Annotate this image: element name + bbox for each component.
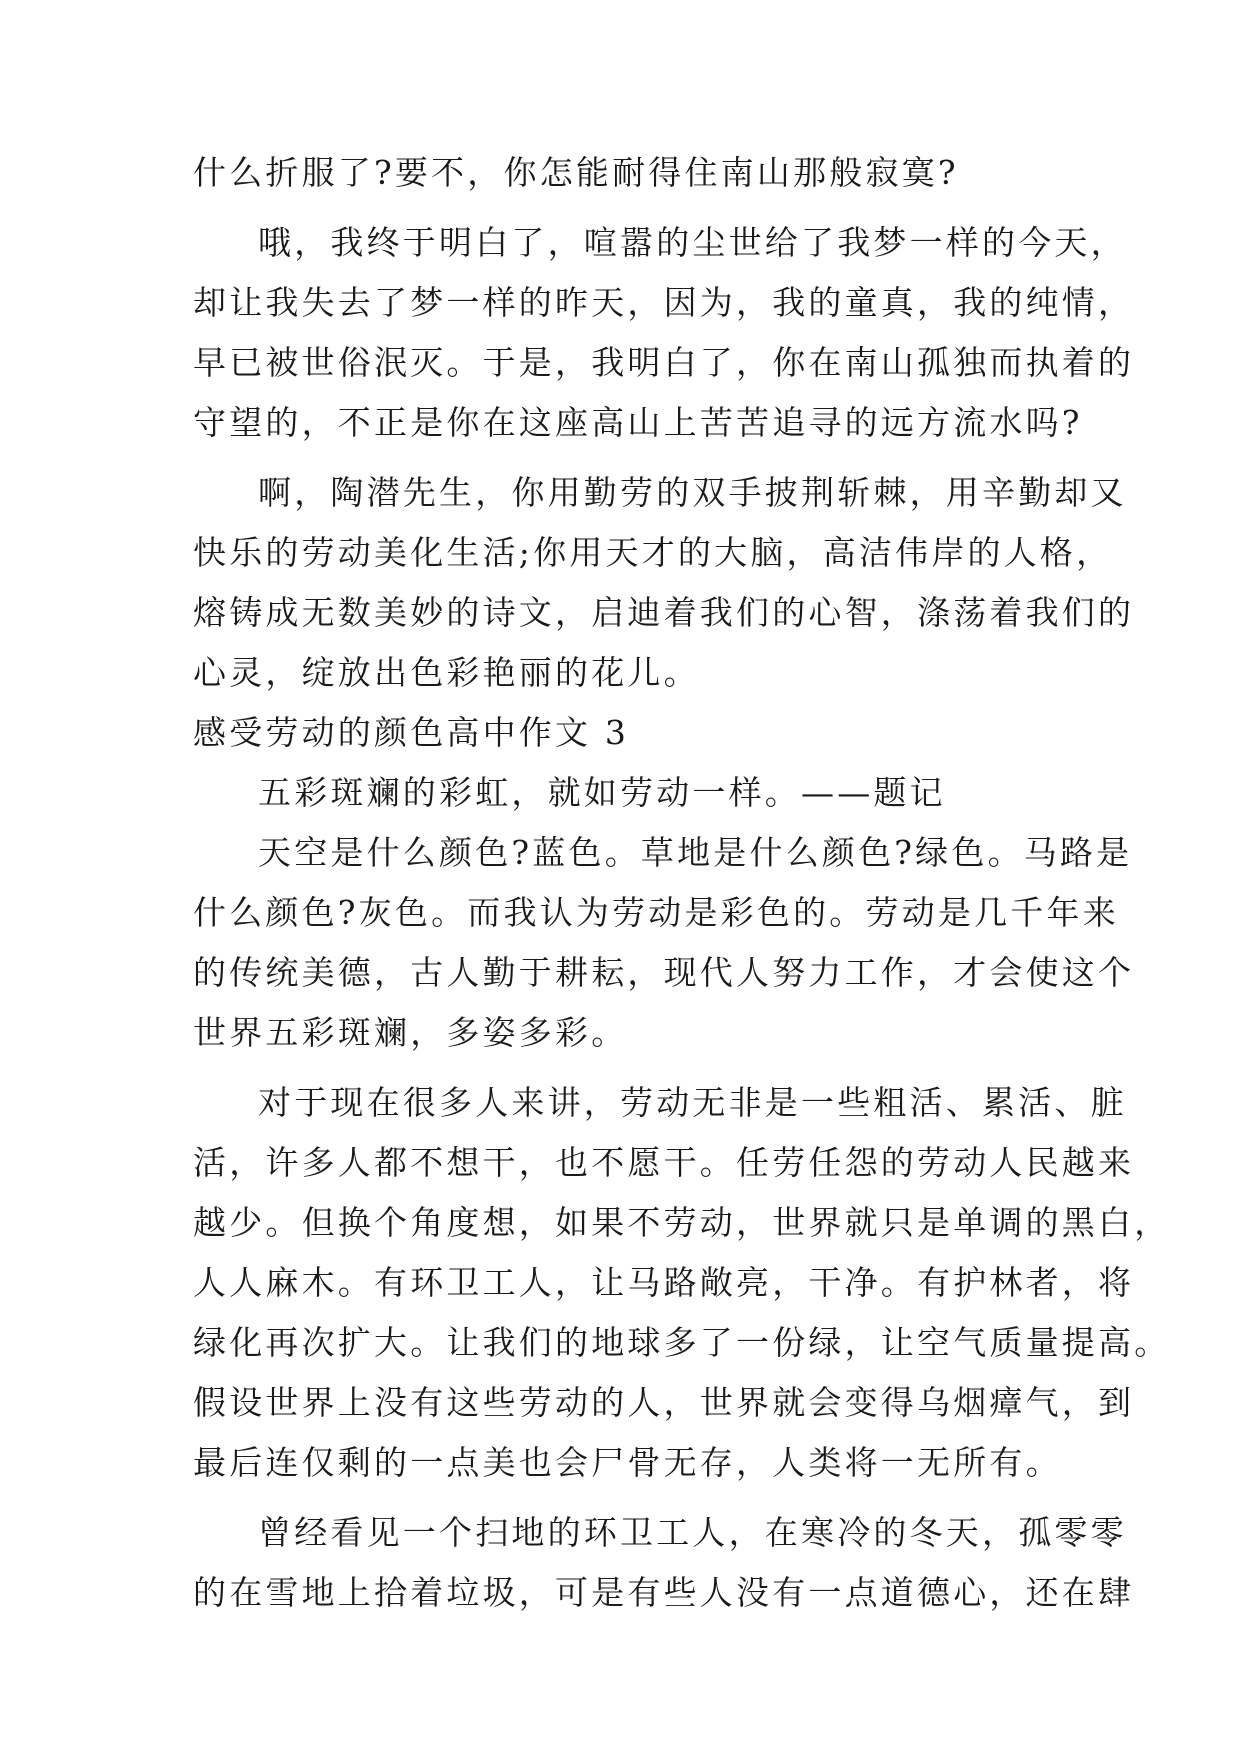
text-line: 熔铸成无数美妙的诗文，启迪着我们的心智，涤荡着我们的 — [193, 593, 1135, 632]
paragraph-start-line: 对于现在很多人来讲，劳动无非是一些粗活、累活、脏 — [258, 1083, 1127, 1122]
text-line: 假设世界上没有这些劳动的人，世界就会变得乌烟瘴气，到 — [193, 1383, 1135, 1422]
text-line: 的在雪地上拾着垃圾，可是有些人没有一点道德心，还在肆 — [193, 1573, 1135, 1612]
text-line: 快乐的劳动美化生活;你用天才的大脑，高洁伟岸的人格， — [193, 533, 1113, 572]
text-line: 心灵，绽放出色彩艳丽的花儿。 — [193, 653, 700, 692]
text-line: 活，许多人都不想干，也不愿干。任劳任怨的劳动人民越来 — [193, 1143, 1135, 1182]
text-line: 最后连仅剩的一点美也会尸骨无存，人类将一无所有。 — [193, 1443, 1062, 1482]
paragraph-start-line: 天空是什么颜色?蓝色。草地是什么颜色?绿色。马路是 — [258, 833, 1133, 872]
text-line: 什么折服了?要不，你怎能耐得住南山那般寂寞? — [193, 153, 959, 192]
text-line: 绿化再次扩大。让我们的地球多了一份绿，让空气质量提高。 — [193, 1323, 1171, 1362]
text-line: 越少。但换个角度想，如果不劳动，世界就只是单调的黑白， — [193, 1203, 1171, 1242]
text-line: 却让我失去了梦一样的昨天，因为，我的童真，我的纯情， — [193, 283, 1135, 322]
paragraph-start-line: 啊，陶潜先生，你用勤劳的双手披荆斩棘，用辛勤却又 — [258, 473, 1127, 512]
section-heading: 感受劳动的颜色高中作文 3 — [193, 713, 630, 752]
text-line: 的传统美德，古人勤于耕耘，现代人努力工作，才会使这个 — [193, 953, 1135, 992]
text-line: 什么颜色?灰色。而我认为劳动是彩色的。劳动是几千年来 — [193, 893, 1119, 932]
paragraph-start-line: 哦，我终于明白了，喧嚣的尘世给了我梦一样的今天， — [258, 223, 1127, 262]
paragraph-start-line: 曾经看见一个扫地的环卫工人，在寒冷的冬天，孤零零 — [258, 1513, 1127, 1552]
epigraph-line: 五彩斑斓的彩虹，就如劳动一样。——题记 — [258, 773, 946, 812]
text-line: 守望的，不正是你在这座高山上苦苦追寻的远方流水吗? — [193, 403, 1083, 442]
text-line: 早已被世俗泯灭。于是，我明白了，你在南山孤独而执着的 — [193, 343, 1135, 382]
text-line: 世界五彩斑斓，多姿多彩。 — [193, 1013, 628, 1052]
text-line: 人人麻木。有环卫工人，让马路敞亮，干净。有护林者，将 — [193, 1263, 1135, 1302]
